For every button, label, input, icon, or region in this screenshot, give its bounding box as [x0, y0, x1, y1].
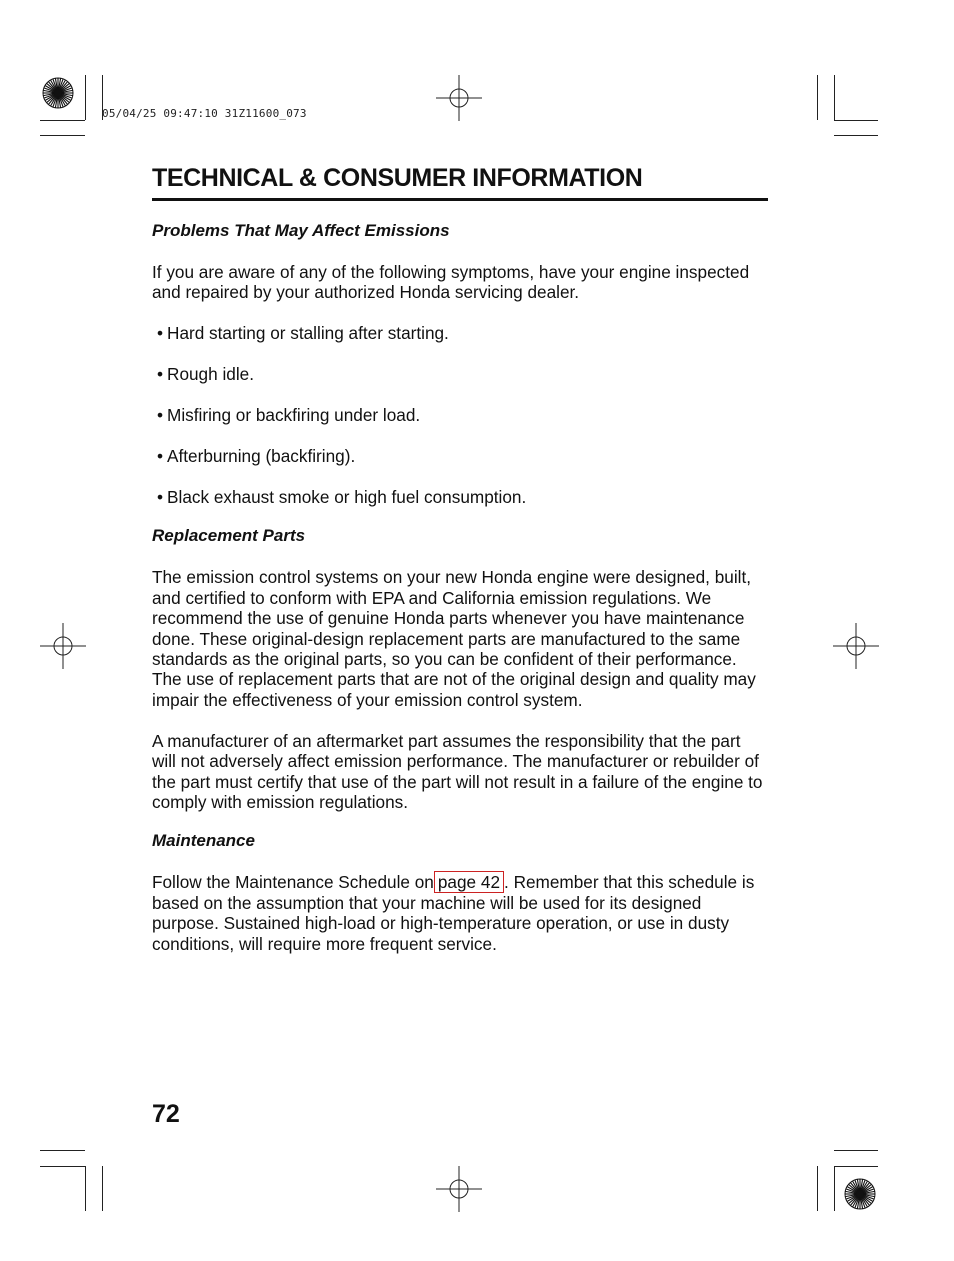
crop-mark [102, 1166, 103, 1211]
crop-mark [817, 75, 818, 120]
replacement-paragraph-2: A manufacturer of an aftermarket part assumes the responsibility that the part will not adversely affect emission performance. The manufacturer or rebuilder of the part must certify that use of the part will not result in a failure of the engine to comply with emission regulations. [152, 730, 763, 812]
list-item: • Afterburning (backfiring). [157, 446, 356, 467]
bullet-icon: • [157, 364, 164, 385]
list-item: • Misfiring or backfiring under load. [157, 405, 421, 426]
crosshair-icon [436, 75, 482, 121]
crop-mark [40, 120, 85, 121]
list-item: • Rough idle. [157, 364, 254, 385]
page-title: TECHNICAL & CONSUMER INFORMATION [152, 164, 643, 192]
bullet-icon: • [157, 446, 164, 467]
crop-mark [40, 1150, 85, 1151]
crosshair-icon [436, 1166, 482, 1212]
maintenance-paragraph: Follow the Maintenance Schedule on page 42 . Remember that this schedule is based on the assumption that your machine will be used for its designed purpose. Sustained high-load or high-temperature operation, or use in dusty conditions, will require more frequent service. [152, 872, 755, 954]
title-rule [152, 198, 768, 201]
crop-mark [834, 1166, 878, 1167]
replacement-paragraph-1: The emission control systems on your new Honda engine were designed, built, and certified to conform with EPA and California emission regulations. We recommend the use of genuine Honda parts whenever you have maintenance done. These original-design replacement parts are manufactured to the same standards as the original parts, so you can be confident of their performance. The use of replacement parts that are not of the original design and quality may impair the effectiveness of your emission control system. [152, 567, 756, 710]
print-slug: 05/04/25 09:47:10 31Z11600_073 [102, 107, 307, 120]
crop-mark [834, 1150, 878, 1151]
crop-mark [834, 1166, 835, 1211]
symptom-list [152, 323, 768, 507]
problems-intro: If you are aware of any of the following symptoms, have your engine inspected and repaired by your authorized Honda servicing dealer. [152, 262, 750, 303]
page-number: 72 [152, 1100, 180, 1128]
page-42-link[interactable]: page 42 [434, 871, 504, 893]
crop-mark [85, 1166, 86, 1211]
crop-mark [834, 135, 878, 136]
crosshair-icon [40, 623, 86, 669]
registration-sunburst-icon [40, 75, 76, 111]
page-content [152, 220, 768, 974]
bullet-icon: • [157, 323, 164, 344]
crop-mark [817, 1166, 818, 1211]
section-heading-maintenance: Maintenance [152, 831, 255, 851]
list-item: • Black exhaust smoke or high fuel consumption. [157, 486, 527, 507]
crop-mark [40, 135, 85, 136]
list-item: • Hard starting or stalling after starting. [157, 323, 449, 344]
section-heading-problems: Problems That May Affect Emissions [152, 221, 450, 240]
bullet-icon: • [157, 486, 164, 507]
bullet-icon: • [157, 405, 164, 426]
crop-mark [40, 1166, 85, 1167]
crop-mark [834, 120, 878, 121]
crop-mark [85, 75, 86, 120]
crop-mark [834, 75, 835, 120]
crosshair-icon [833, 623, 879, 669]
section-heading-replacement: Replacement Parts [152, 526, 306, 546]
registration-sunburst-icon [842, 1176, 878, 1212]
